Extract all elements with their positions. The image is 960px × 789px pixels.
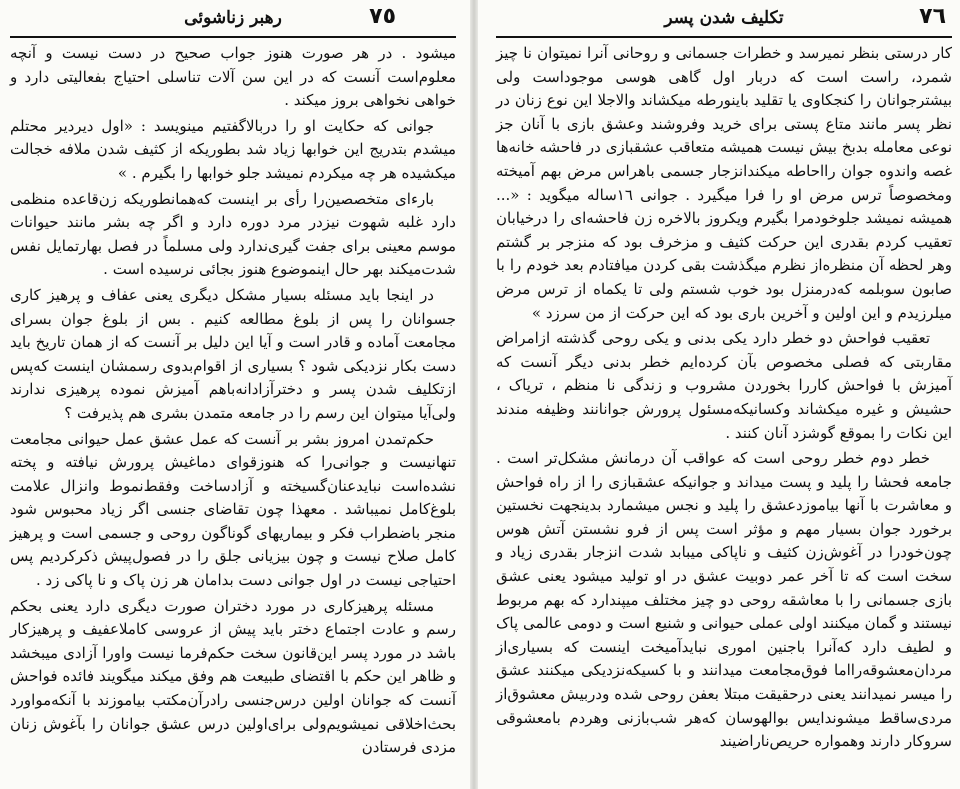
running-title: تکلیف شدن پسر: [664, 8, 784, 28]
paragraph: جوانی که حکایت او را دربالاگفتیم مینویسد : «اول دیردیر محتلم میشدم بتدریج این خوابها زیاد شد بطوریکه از کثیف شدن ملافه خجالت میکشیده هر چه میکردم نمیشد جلو خوابها را بگیرم . »: [10, 116, 456, 182]
paragraph: کار درستی بنظر نمیرسد و خطرات جسمانی و روحانی آنرا نمیتوان نا چیز شمرد، راست است که دربار اول گاهی هوسی موجوداست ولی بیشترجوانان را کنجکاوی یا تقلید باینورطه میکشاند والاجلا این نوع زنان در نظر پسر مانند متاع پستی برای خرید وفروشند وعشق بازی با آنان جز نوعی معامله بدبخ بیش نیست همیشه متعاقب عشقبازی در فاحشه خانه‌ها غصه واندوه جوان رااحاطه میکندانزجار جسمی باهراس مرض بهم آمیخته ومخصوصاً ترس مرض او را فرا میگیرد . جوانی ١٦ساله میگوید : «... همیشه نمیشد جلوخودمرا بگیرم ویکروز بالاخره زن فاحشه‌ای را درخیابان تعقیب کردم بقدری این حرکت کثیف و مزخرف بود که منزجر بر گشتم وهر لحظه آن منظره‌از نظرم میگذشت بقی کردن میافتادم بعد خودم را با صابون سوبلمه که‌درمنزل بود خوب شستم ولی تا یکماه از ترس مرض میلرزیدم و این اولین و آخرین باری بود که این حرکت از من سرزد »: [496, 44, 953, 322]
page-body: [10, 42, 456, 760]
page-body: [496, 42, 952, 754]
running-title: رهبر زناشوئی: [184, 8, 282, 28]
paragraph: خطر دوم خطر روحی است که عواقب آن درمانش مشکل‌تر است . جامعه فحشا را پلید و پست میداند و جوانیکه عشقبازی را از راه فواحش و معاشرت با آنها بیاموزدعشق را پلید و نجس میشمارد بدینجهت نخستین برخورد جوان بسیار مهم و مؤثر است پس از فرو نشستن آتش هوس چون‌خودرا در آغوش‌زن کثیف و ناپاکی میبابد شدت انزجار بقدری زیاد و سخت است که تا آخر عمر دوبیت عشق در او تولید میشود یعنی عشق بازی جسمانی را با معاشقه روحی دو چیز مختلف میپندارد که بهم مربوط نیستند و گمان میکنند اولی عملی حیوانی و شنیع است و دومی عالمی پاک و لطیف دارد که‌آنرا باجنین اموری نبایدآمیخت اینست که بسیاری‌از مردان‌معشوقه‌رااما فوق‌مجامعت میدانند و با کسیکه‌نزدیکی میکنند عشق را میسر نمیدانند یعنی درحقیقت مبتلا بعفن روحی شده ودربیش معشوق‌از مردی‌ساقط میشوندایس بوالهوسان که‌هر شب‌بازنی وهردم بامعشوقی سروکار دارند وهمواره حریص‌ناراضیند: [496, 449, 952, 751]
page-number: ٧٦: [919, 4, 946, 29]
paragraph: تعقیب فواحش دو خطر دارد یکی بدنی و یکی روحی گذشته ازامراض مقاربتی که فصلی مخصوص بآن کرده‌ایم خطر بدنی دیگر آنست که آمیزش با فواحش کاررا بخوردن مشروب و زندگی نا منظم ، تریاک ، حشیش و غیره میکشاند وکسانیکه‌مسئول پرورش جوانانند وظیفه مندند این نکات را بموقع گوشزد آنان کنند .: [496, 329, 952, 442]
page-header: [496, 6, 952, 38]
left-page: [0, 0, 470, 789]
paragraph: مسئله پرهیزکاری در مورد دختران صورت دیگری دارد یعنی بحکم رسم و عادت اجتماع دختر باید پیش از عروسی کاملاعفیف و پرهیزکار باشد در مورد پسر این‌قانون سخت حکم‌فرما نیست واورا آزادی میبخشد و ظاهر این حکم با اقتضای طبیعت هم وفق میکند میگویند فائده فواحش آنست که جوانان اولین درس‌جنسی رادرآن‌مکتب بیاموزند با آنکه‌مواورد بحث‌اخلاقی نمیشویم‌ولی برای‌اولین درس عشق جوانان را بآغوش زنان مزدی فرستادن: [10, 596, 456, 757]
paragraph: بارءای متخصصین‌را رأی بر اینست که‌همانطوریکه زن‌قاعده منظمی دارد غلبه شهوت نیزدر مرد دوره دارد و اگر چه بشر مانند حیوانات موسم معینی برای جفت گیری‌ندارد ولی مسلماً در فصل بهارتمایل نفس شدت‌میکند بهر حال اینموضوع هنوز بجائی نرسیده است .: [10, 189, 456, 279]
page-number: ٧٥: [369, 4, 396, 29]
paragraph: میشود . در هر صورت هنوز جواب صحیح در دست نیست و آنچه معلوم‌است آنست که در این سن آلات تناسلی احتیاج بفعالیتی دارد و خواهی نخواهی بروز میکند .: [10, 44, 456, 110]
book-gutter: [470, 0, 478, 789]
right-page: [478, 0, 960, 789]
page-header: [10, 6, 456, 38]
paragraph: حکم‌تمدن امروز بشر بر آنست که عمل عشق عمل حیوانی مجامعت تنهانیست و جوانی‌را که هنوزقوای دماغیش پرورش نیافته و پخته نشده‌است نبایدعنان‌گسیخته و آزادساخت وفقط‌نموط وانزال علامت بلوغ‌کامل نمیباشد . معهذا چون تقاضای جنسی اگر زیاد محبوس شود منجر باضطراب فکر و بیماریهای گوناگون روحی و جسمی است و پرهیز کامل صلاح نیست و چون بیزیانی جلق را در فصول‌پیش ذکرکردیم پس احتیاجی نیست در اول جوانی دست بدامان هر زن پاک و نا پاکی زد .: [10, 429, 456, 590]
paragraph: در اینجا باید مسئله بسیار مشکل دیگری یعنی عفاف و پرهیز کاری جسوانان را پس از بلوغ مطالعه کنیم . بس از بلوغ جوان بسرای مجامعت آماده و قادر است و آیا این دلیل بر آنست که از همان تاریخ باید دست بکار نزدیکی شود ؟ بسیاری از اقوام‌بدوی رسمشان اینست که‌پس ازتکلیف شدن پسر و دخترآزادانه‌باهم آمیزش نموده پرهیزی ندارند ولی‌آیا میتوان این رسم را در جامعه متمدن بشری هم پذیرفت ؟: [10, 285, 456, 422]
